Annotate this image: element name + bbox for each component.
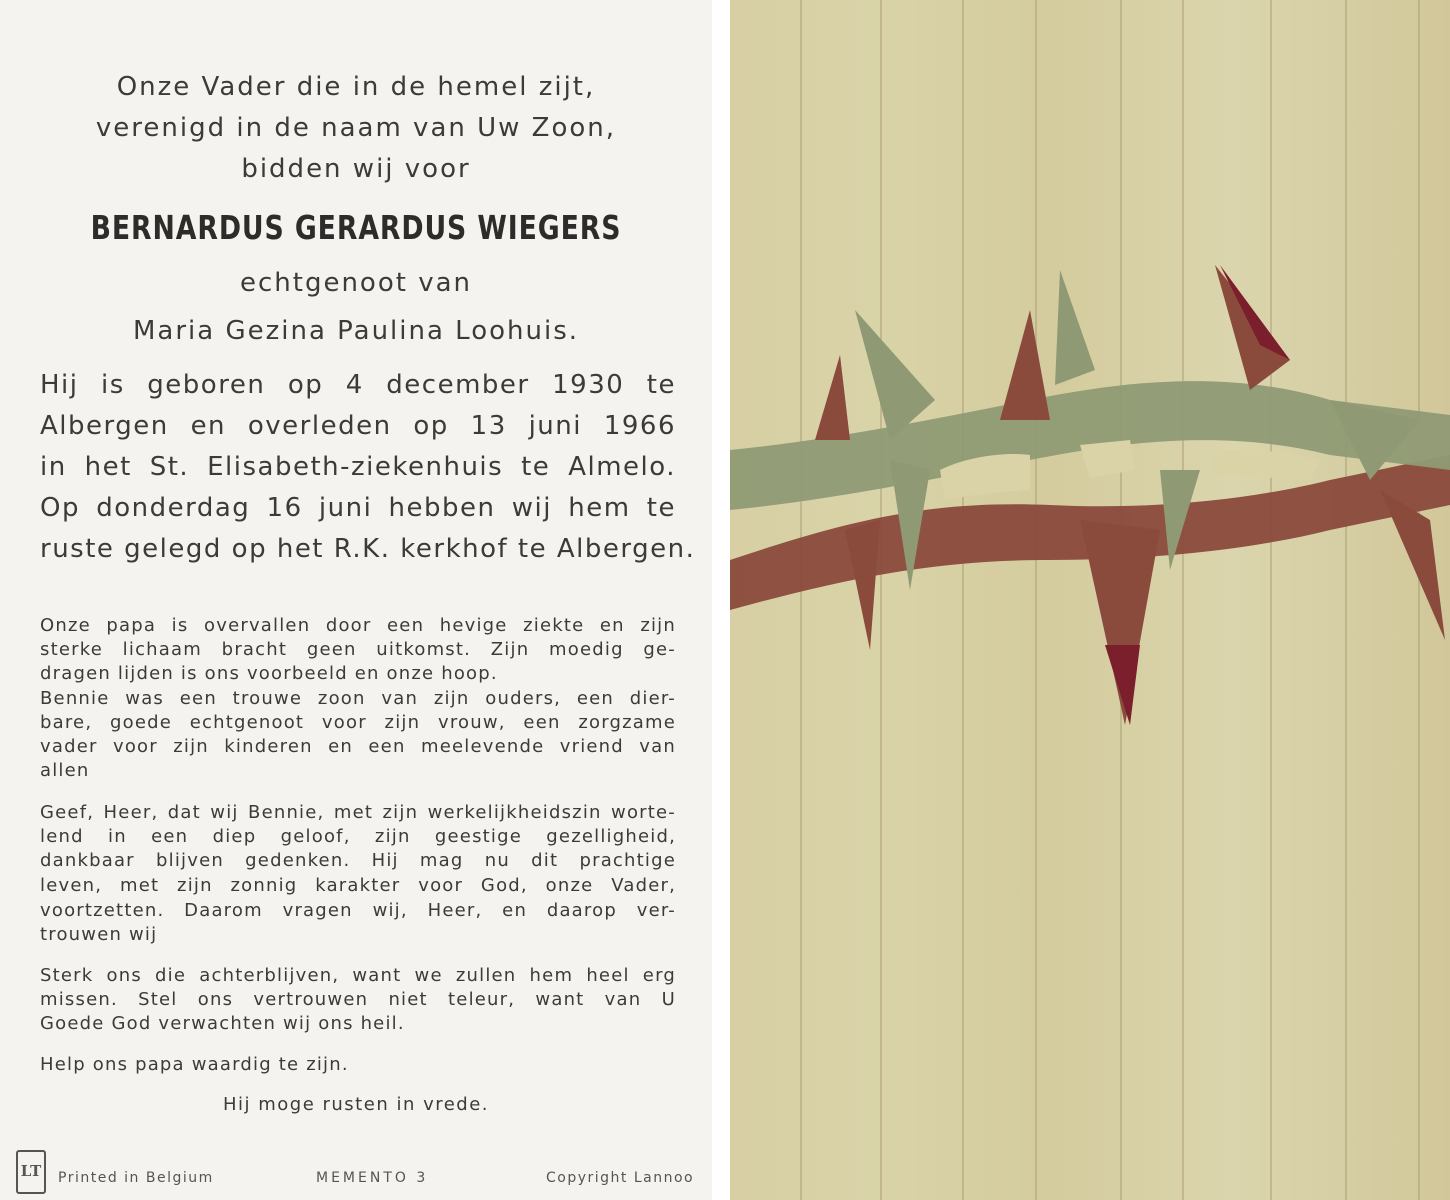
text-line: Help ons papa waardig te zijn. <box>40 1054 349 1075</box>
bio-line: ruste gelegd op het R.K. kerkhof te Albergen. <box>40 534 696 564</box>
memorial-card-image-side <box>730 0 1450 1200</box>
text-line: vader voor zijn kinderen en een meelevende vriend van <box>40 736 676 757</box>
bio-line: Albergen en overleden op 13 juni 1966 <box>40 411 676 441</box>
prayer-line: Onze Vader die in de hemel zijt, <box>116 72 596 102</box>
text-line: Bennie was een trouwe zoon van zijn ouders, een dier- <box>40 688 676 709</box>
spouse-intro: echtgenoot van <box>239 268 472 298</box>
bio-line: in het St. Elisabeth-ziekenhuis te Almelo. <box>40 452 676 482</box>
text-line: leven, met zijn zonnig karakter voor God, onze Vader, <box>40 875 676 896</box>
spouse-name: Maria Gezina Paulina Loohuis. <box>132 316 580 346</box>
text-line: missen. Stel ons vertrouwen niet teleur, want van U <box>40 989 676 1010</box>
text-line: allen <box>40 760 90 781</box>
thorn <box>1000 310 1050 420</box>
closing-line: Hij moge rusten in vrede. <box>222 1094 490 1115</box>
band-gap <box>1210 449 1320 480</box>
thorn <box>815 355 850 440</box>
text-line: dragen lijden is ons voorbeeld en onze hoop. <box>40 663 498 684</box>
bio-line: Hij is geboren op 4 december 1930 te <box>40 370 676 400</box>
text-line: lend in een diep geloof, zijn geestige gezelligheid, <box>40 826 676 847</box>
text-line: Geef, Heer, dat wij Bennie, met zijn werkelijkheidszin worte- <box>40 802 676 823</box>
text-line: Onze papa is overvallen door een hevige ziekte en zijn <box>40 615 676 636</box>
deceased-name: BERNARDUS GERARDUS WIEGERS <box>90 208 622 247</box>
prayer-line: bidden wij voor <box>241 154 471 184</box>
band-gap <box>1080 440 1135 478</box>
text-line: trouwen wij <box>40 924 158 945</box>
thorn <box>1380 490 1445 640</box>
crown-of-thorns-artwork <box>730 0 1450 1200</box>
publisher-logo: LT <box>16 1150 46 1194</box>
text-line: Sterk ons die achterblijven, want we zullen hem heel erg <box>40 965 676 986</box>
text-line: sterke lichaam bracht geen uitkomst. Zijn moedig ge- <box>40 639 676 660</box>
memorial-card-text-side <box>0 0 712 1200</box>
text-line: Goede God verwachten wij ons heil. <box>40 1013 405 1034</box>
text-line: bare, goede echtgenoot voor zijn vrouw, een zorgzame <box>40 712 676 733</box>
bio-line: Op donderdag 16 juni hebben wij hem te <box>40 493 676 523</box>
printed-in: Printed in Belgium <box>58 1170 214 1186</box>
thorn <box>1055 270 1095 385</box>
copyright-label: Copyright Lannoo <box>546 1170 695 1186</box>
thorn <box>845 520 880 650</box>
thorn <box>1080 520 1160 725</box>
series-label: MEMENTO 3 <box>316 1170 429 1186</box>
prayer-line: verenigd in de naam van Uw Zoon, <box>95 113 617 143</box>
text-line: dankbaar blijven gedenken. Hij mag nu dit prachtige <box>40 850 676 871</box>
text-line: voortzetten. Daarom vragen wij, Heer, en daarop ver- <box>40 900 676 921</box>
thorn <box>855 310 935 440</box>
